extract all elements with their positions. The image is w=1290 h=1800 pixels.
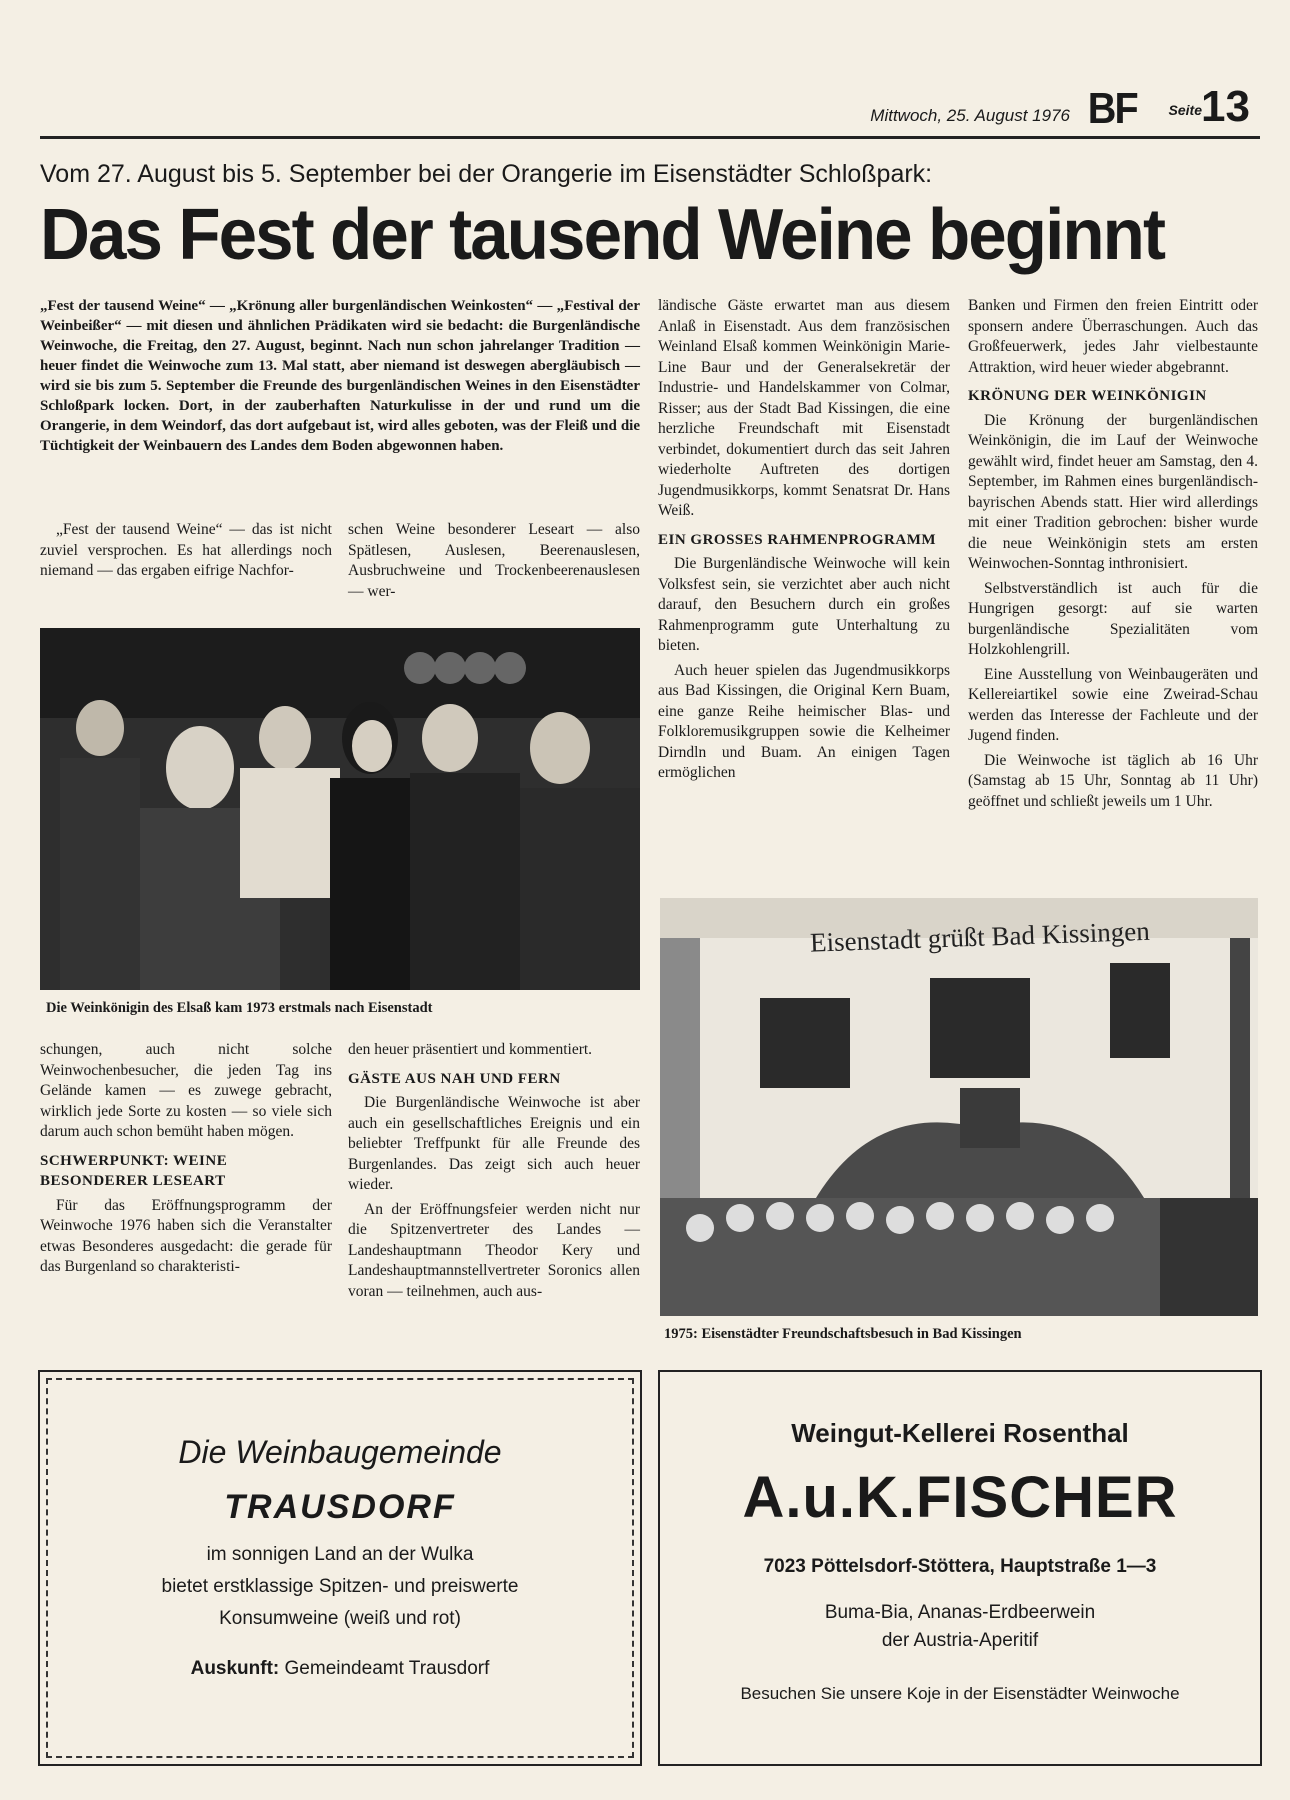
- masthead: [40, 80, 1260, 139]
- ad-fischer-line4: Buma-Bia, Ananas-Erdbeerwein: [824, 1602, 1096, 1623]
- subheading-rahmenprogramm: EIN GROSSES RAHMENPROGRAMM: [658, 531, 937, 548]
- photo-bad-kissingen-caption: 1975: Eisenstädter Freundschaftsbesuch in Bad Kissingen: [664, 1326, 1022, 1342]
- ad-trausdorf-name: TRAUSDORF: [224, 1488, 456, 1526]
- photo-bad-kissingen: [660, 898, 1258, 1316]
- ad-fischer-name: A.u.K.FISCHER: [742, 1465, 1178, 1530]
- paper-logo: BF: [1088, 84, 1138, 133]
- ad-fischer-line5: der Austria-Aperitif: [881, 1630, 1039, 1651]
- ad-trausdorf-line4: bietet erstklassige Spitzen- und preiswerte: [161, 1576, 519, 1597]
- photo-townhall-illustration: [660, 898, 1258, 1316]
- ad-fischer-line6: Besuchen Sie unsere Koje in der Eisenstädter Weinwoche: [740, 1684, 1180, 1703]
- ad-trausdorf-line1: Die Weinbaugemeinde: [178, 1434, 502, 1470]
- article-lead: „Fest der tausend Weine“ — „Krönung aller burgenländischen Weinkosten“ — „Festival der Weinbeißer“ — mit diesen und ähnlichen Prädikaten wird sie bedacht: die Burgenländische Weinwoche, die Freitag, den 27. August, beginnt. Nach nun schon jahrelanger Tradition — heuer findet die Weinwoche zum 13. Mal statt, aber niemand ist deswegen abergläubisch — wird sie bis zum 5. September die Freunde des burgenländischen Weines in den Eisenstädter Schloßpark locken. Dort, in der zauberhaften Naturkulisse in der und rund um die Orangerie, in dem Weindorf, das dort aufgebaut ist, wird alles geboten, was der Fleiß und die Tüchtigkeit der Weinbauern des Landes dem Boden abgewonnen haben.: [40, 298, 640, 454]
- photo-crowd-illustration: [40, 628, 640, 990]
- ad-fischer: [658, 1370, 1262, 1766]
- article-kicker: Vom 27. August bis 5. September bei der Orangerie im Eisenstädter Schloßpark:: [40, 160, 933, 188]
- photo-weinkoenigin-caption: Die Weinkönigin des Elsaß kam 1973 erstmals nach Eisenstadt: [46, 1000, 433, 1016]
- issue-date: Mittwoch, 25. August 1976: [870, 106, 1070, 125]
- photo-banner-text: Eisenstadt grüßt Bad Kissingen: [809, 915, 1151, 958]
- ad-fischer-line1: Weingut-Kellerei Rosenthal: [791, 1418, 1129, 1448]
- article-headline: Das Fest der tausend Weine beginnt: [40, 195, 1165, 275]
- body-col-1: „Fest der tausend Weine“ — das ist nicht zuviel versprochen. Es hat allerdings noch niemand — das ergaben eifrige Nachfor-: [40, 521, 332, 579]
- subheading-schwerpunkt: SCHWERPUNKT: WEINE BESONDERER LESEART: [40, 1152, 228, 1189]
- body-col-3: ländische Gäste erwartet man aus diesem Anlaß in Eisenstadt. Aus dem französischen Weinland Elsaß kommen Weinkönigin Marie-Line Baur und der Generalsekretär der Industrie- und Handelskammer von Colmar, Risser; aus der Stadt Bad Kissingen, die eine herzliche Freundschaft mit Eisenstadt verbindet, dokumentiert durch das seit Jahren wiederholte Auftreten des dortigen Jugendmusikkorps, kommt Senatsrat Dr. Hans Weiß. EIN GROSSES RAHMENPROGRAMM Die Burgenländische Weinwoche will kein Volksfest sein, sie verzichtet aber auch nicht darauf, den Besuchern durch ein großes Rahmenprogramm gute Unterhaltung zu bieten. Auch heuer spielen das Jugendmusikkorps aus Bad Kissingen, die Original Kern Buam, eine ganze Reihe heimischer Blas- und Folkloremusikgruppen sowie die Kelheimer Dirndln und Buam. An einigen Tagen ermöglichen: [658, 297, 950, 781]
- page-label: Seite: [1168, 102, 1202, 118]
- ad-fischer-address: 7023 Pöttelsdorf-Stöttera, Hauptstraße 1—3: [763, 1556, 1157, 1577]
- ad-trausdorf: [38, 1370, 642, 1766]
- photo-weinkoenigin: [40, 628, 640, 990]
- body-col-2: schen Weine besonderer Leseart — also Spätlesen, Auslesen, Beerenauslesen, Ausbruchweine und Trockenbeerenauslesen — wer-: [348, 521, 640, 600]
- subheading-gaeste: GÄSTE AUS NAH UND FERN: [348, 1070, 561, 1087]
- page-number: 13: [1201, 82, 1250, 131]
- ad-trausdorf-info: Auskunft: Gemeindeamt Trausdorf: [190, 1658, 490, 1679]
- subheading-kroenung: KRÖNUNG DER WEINKÖNIGIN: [968, 388, 1207, 404]
- ad-trausdorf-line3: im sonnigen Land an der Wulka: [206, 1544, 474, 1565]
- lower-col-1: schungen, auch nicht solche Weinwochenbesucher, die jeden Tag ins Gelände kamen — es zuwege gebracht, wirklich jede Sorte zu kosten — so viele sich darum auch schon bemüht haben mögen. SCHWERPUNKT: WEINE BESONDERER LESEART Für das Eröffnungsprogramm der Weinwoche 1976 haben sich die Veranstalter etwas Besonderes ausgedacht: die gerade für das Burgenland so charakteristi-: [40, 1041, 332, 1275]
- lower-col-2: den heuer präsentiert und kommentiert. GÄSTE AUS NAH UND FERN Die Burgenländische Weinwoche ist aber auch ein gesellschaftliches Ereignis und ein beliebter Treffpunkt für alle Freunde des Burgenlandes. Das zeigt sich auch heuer wieder. An der Eröffnungsfeier werden nicht nur die Spitzenvertreter des Landes — Landeshauptmann Theodor Kery und Landeshauptmannstellvertreter Soronics allen voran — teilnehmen, auch aus-: [348, 1041, 640, 1300]
- ad-trausdorf-line5: Konsumweine (weiß und rot): [219, 1608, 461, 1629]
- body-col-4: Banken und Firmen den freien Eintritt oder sponsern andere Überraschungen. Auch das Großfeuerwerk, jedes Jahr vielbestaunte Attraktion, wird heuer wieder abgebrannt. KRÖNUNG DER WEINKÖNIGIN Die Krönung der burgenländischen Weinkönigin, die im Lauf der Weinwoche gewählt wird, findet heuer am Samstag, den 4. September, im Rahmen eines burgenländisch-bayrischen Abends statt. Hier wird allerdings mit einer Tradition gebrochen: bisher wurde die neue Weinkönigin stets am ersten Weinwochen-Sonntag inthronisiert. Selbstverständlich ist auch für die Hungrigen gesorgt: auf sie warten burgenländische Spezialitäten vom Holzkohlengrill. Eine Ausstellung von Weinbaugeräten und Kellereiartikel sowie eine Zweirad-Schau werden das Interesse der Fachleute und der Jugend finden. Die Weinwoche ist täglich ab 16 Uhr (Samstag ab 15 Uhr, Sonntag ab 11 Uhr) geöffnet und schließt jeweils um 1 Uhr.: [968, 297, 1258, 810]
